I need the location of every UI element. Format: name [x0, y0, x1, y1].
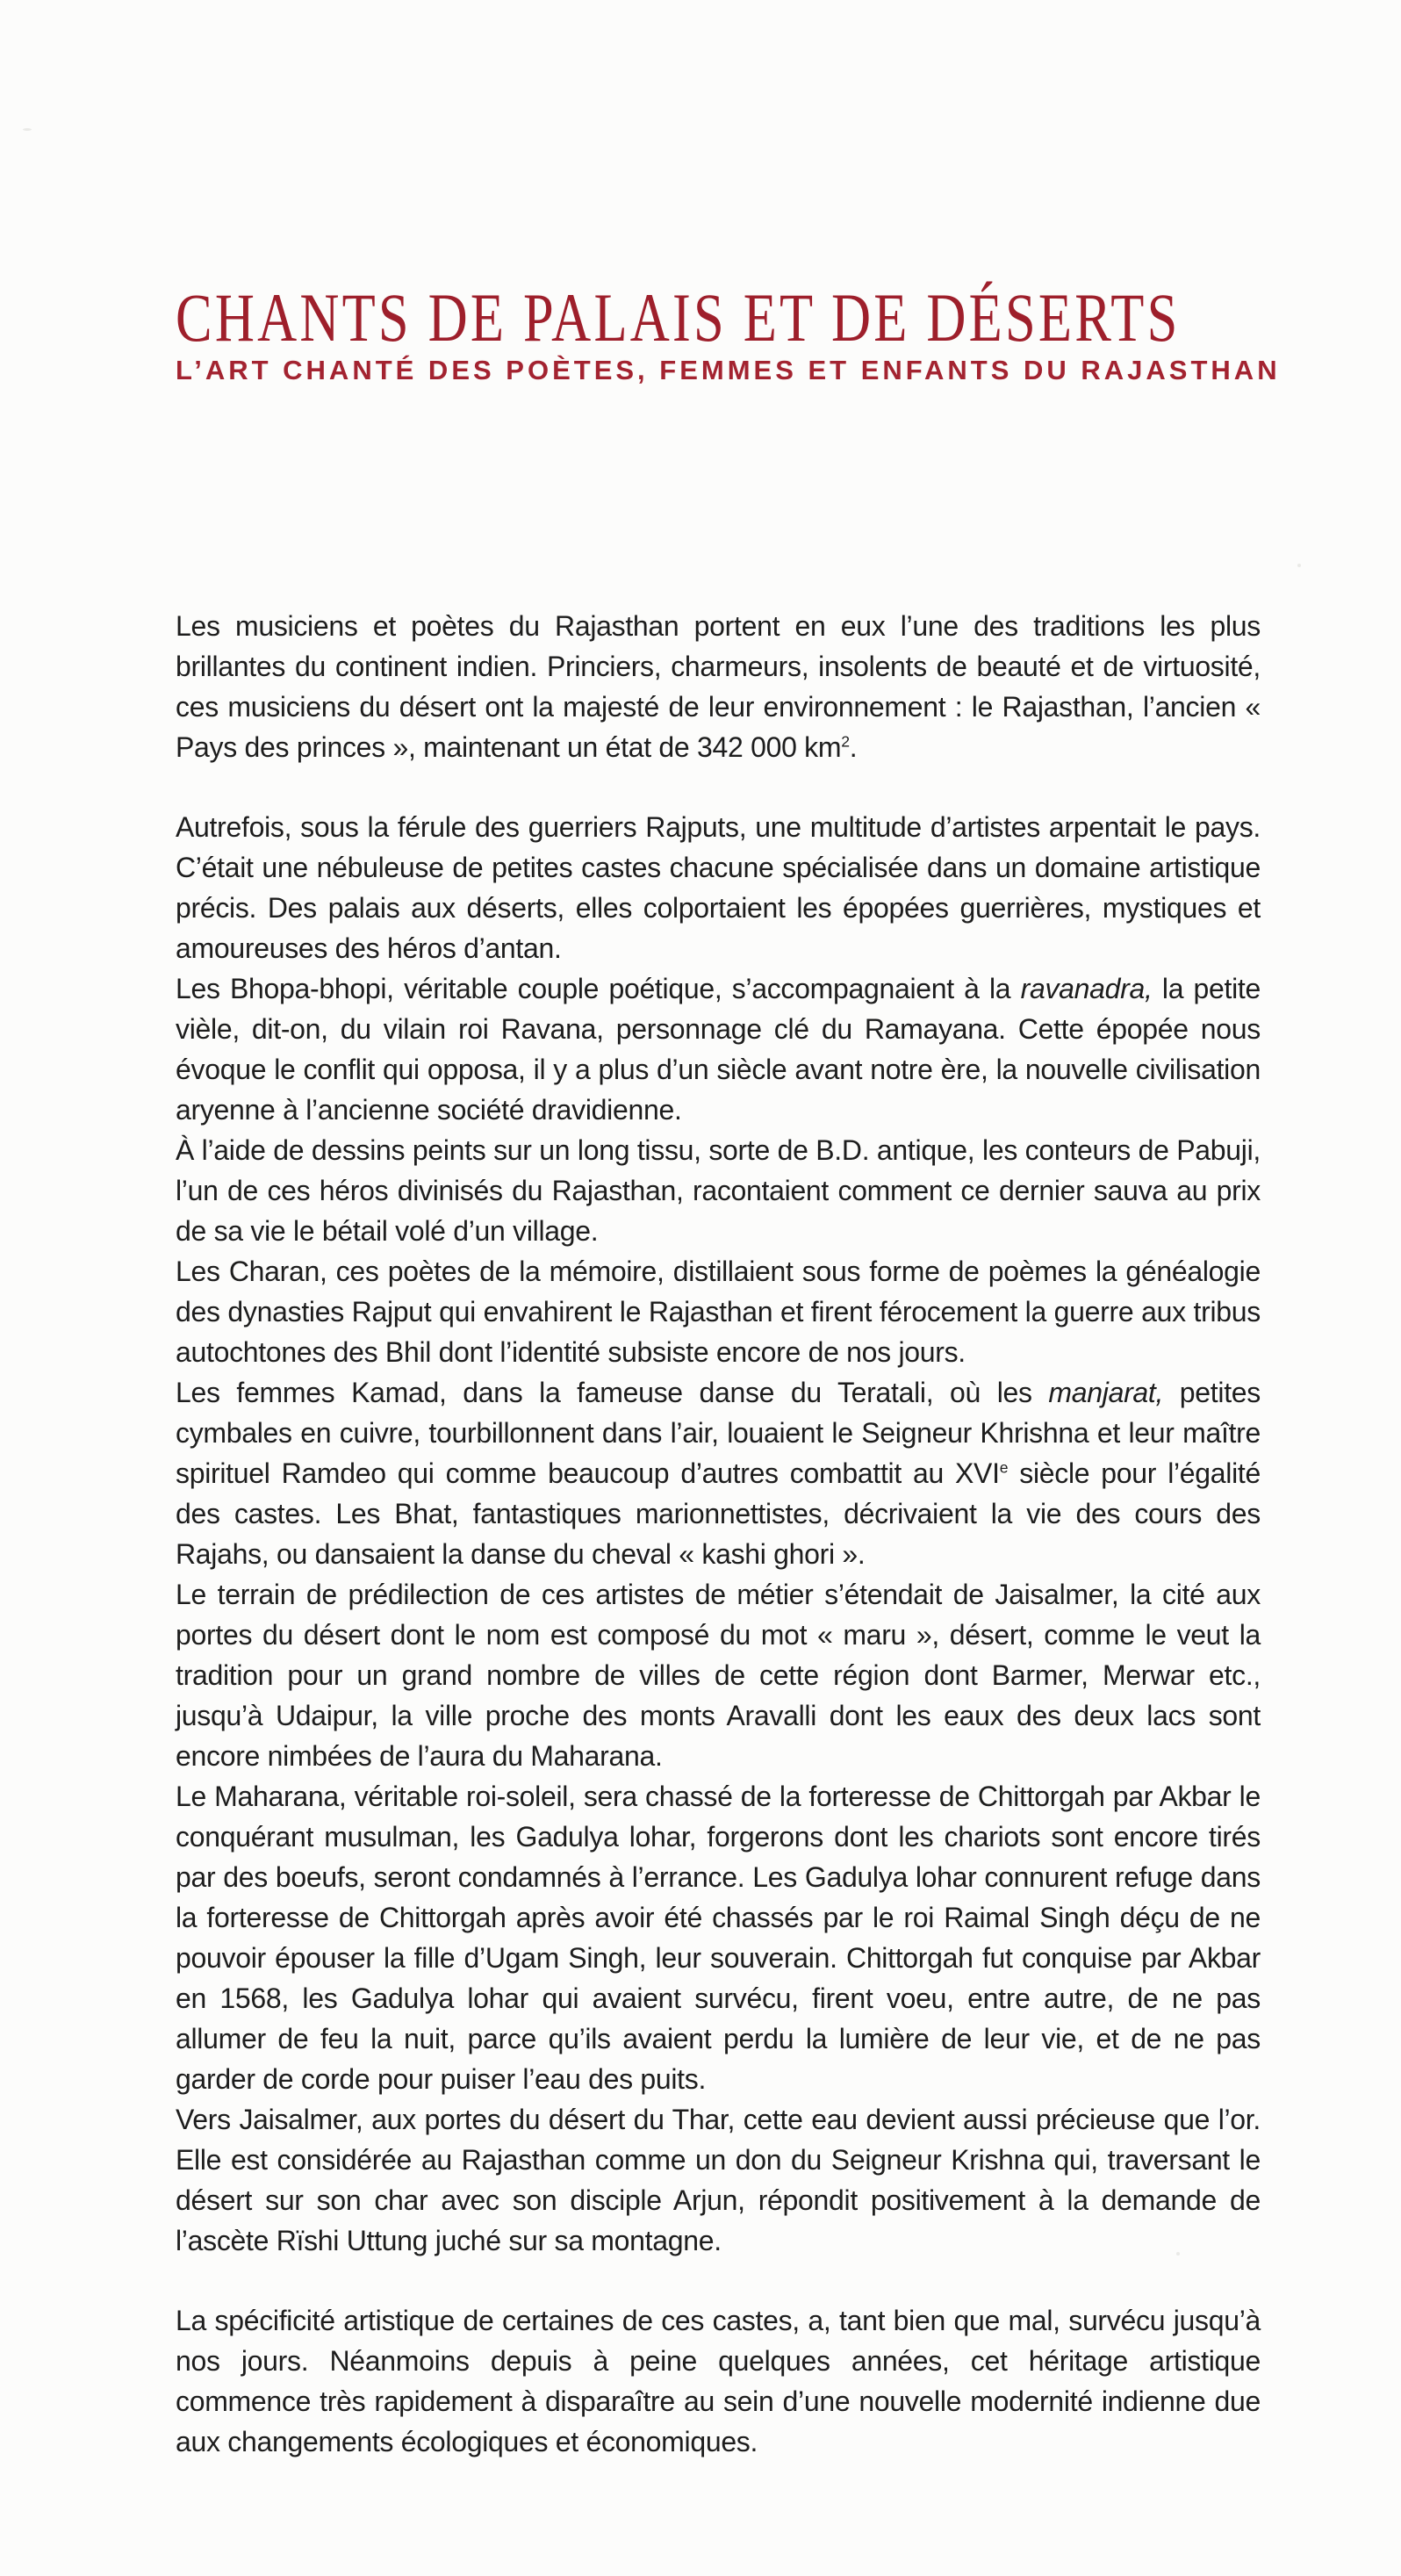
- body-paragraph: Autrefois, sous la férule des guerriers Rajputs, une multitude d’artistes arpentait le pays. C’était une nébuleuse de petites castes chacune spécialisée dans un domaine artistique précis. Des palais aux déserts, elles colportaient les épopées guerrières, mystiques et amoureuses des héros d’antan.: [176, 811, 1261, 964]
- page-subtitle: L’ART CHANTÉ DES POÈTES, FEMMES ET ENFANTS DU RAJASTHAN: [176, 355, 1281, 385]
- scan-speck: [23, 128, 32, 131]
- body-paragraph: Le Maharana, véritable roi-soleil, sera chassé de la forteresse de Chittorgah par Akbar le conquérant musulman, les Gadulya lohar, forgerons dont les chariots sont encore tirés par des boeufs, seront condamnés à l’errance. Les Gadulya lohar connurent refuge dans la forteresse de Chittorgah après avoir été chassés par le roi Raimal Singh déçu de ne pouvoir épouser la fille d’Ugam Singh, leur souverain. Chittorgah fut conquise par Akbar en 1568, les Gadulya lohar qui avaient survécu, firent voeu, entre autre, de ne pas allumer de feu la nuit, parce qu’ils avaient perdu la lumière de leur vie, et de ne pas garder de corde pour puiser l’eau des puits.: [176, 1781, 1261, 2095]
- body-paragraph: Les Charan, ces poètes de la mémoire, distillaient sous forme de poèmes la généalogie des dynasties Rajput qui envahirent le Rajasthan et firent férocement la guerre aux tribus autochtones des Bhil dont l’identité subsiste encore de nos jours.: [176, 1256, 1261, 1368]
- body-paragraph: Les Bhopa-bhopi, véritable couple poétique, s’accompagnaient à la ravanadra, la petite vièle, dit-on, du vilain roi Ravana, personnage clé du Ramayana. Cette épopée nous évoque le conflit qui opposa, il y a plus d’un siècle avant notre ère, la nouvelle civilisation aryenne à l’ancienne société dravidienne.: [176, 973, 1261, 1126]
- document-header: [176, 279, 1317, 385]
- scan-speck: [1297, 564, 1301, 567]
- body-paragraph: À l’aide de dessins peints sur un long tissu, sorte de B.D. antique, les conteurs de Pabuji, l’un de ces héros divinisés du Rajasthan, racontaient comment ce dernier sauva au prix de sa vie le bétail volé d’un village.: [176, 1134, 1261, 1247]
- page-title: CHANTS DE PALAIS ET DE DÉSERTS: [176, 279, 1181, 356]
- intro-paragraph: Les musiciens et poètes du Rajasthan portent en eux l’une des traditions les plus brillantes du continent indien. Princiers, charmeurs, insolents de beauté et de virtuosité, ces musiciens du désert ont la majesté de leur environnement : le Rajasthan, l’ancien « Pays des princes », maintenant un état de 342 000 $km^2$.: [176, 610, 1261, 763]
- body-paragraph: Les femmes Kamad, dans la fameuse danse du Teratali, où les manjarat, petites cymbales en cuivre, tourbillonnent dans l’air, louaient le Seigneur Khrishna et leur maître spirituel Ramdeo qui comme beaucoup d’autres combattit au XVIe siècle pour l’égalité des castes. Les Bhat, fantastiques marionnettistes, décrivaient la vie des cours des Rajahs, ou dansaient la danse du cheval « kashi ghori ».: [176, 1377, 1261, 1570]
- closing-paragraph: La spécificité artistique de certaines de ces castes, a, tant bien que mal, survécu jusqu’à nos jours. Néanmoins depuis à peine quelques années, cet héritage artistique commence très rapidement à disparaître au sein d’une nouvelle modernité indienne due aux changements écologiques et économiques.: [176, 2305, 1261, 2457]
- document-body: [176, 606, 1261, 2462]
- body-paragraph: Le terrain de prédilection de ces artistes de métier s’étendait de Jaisalmer, la cité aux portes du désert dont le nom est composé du mot « maru », désert, comme le veut la tradition pour un grand nombre de villes de cette région dont Barmer, Merwar etc., jusqu’à Udaipur, la ville proche des monts Aravalli dont les eaux des deux lacs sont encore nimbées de l’aura du Maharana.: [176, 1579, 1261, 1772]
- body-paragraph: Vers Jaisalmer, aux portes du désert du Thar, cette eau devient aussi précieuse que l’or. Elle est considérée au Rajasthan comme un don du Seigneur Krishna qui, traversant le désert sur son char avec son disciple Arjun, répondit positivement à la demande de l’ascète Rïshi Uttung juché sur sa montagne.: [176, 2104, 1261, 2256]
